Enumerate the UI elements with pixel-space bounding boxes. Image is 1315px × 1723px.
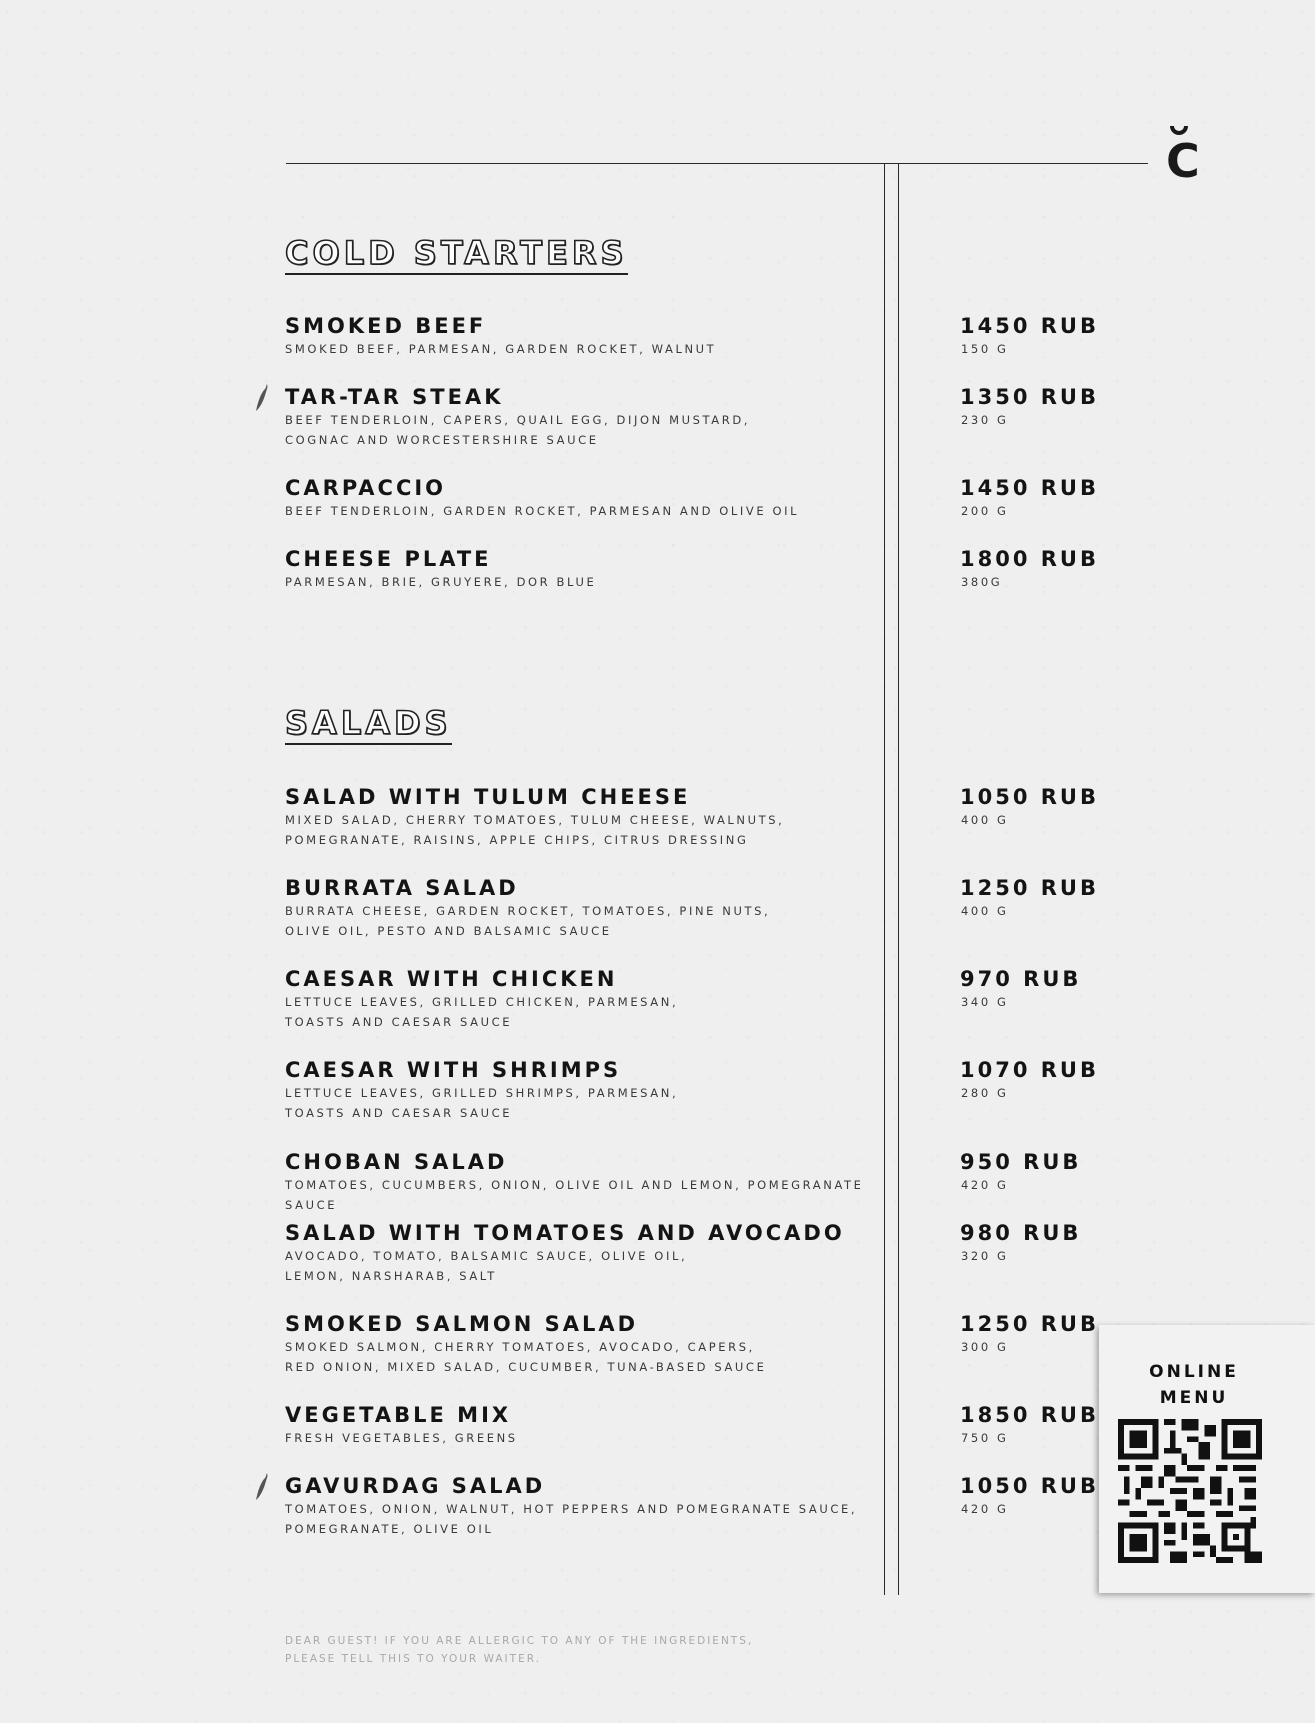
menu-item-price: 1250 RUB — [960, 876, 1099, 900]
menu-item-weight: 280 G — [961, 1086, 1009, 1100]
menu-item-description: LETTUCE LEAVES, GRILLED SHRIMPS, PARMESAN, TOASTS AND CAESAR SAUCE — [285, 1086, 679, 1120]
chili-pepper-icon — [255, 383, 271, 413]
menu-item-price: 1850 RUB — [960, 1403, 1099, 1427]
menu-item-description: SMOKED BEEF, PARMESAN, GARDEN ROCKET, WALNUT — [285, 342, 717, 356]
chili-pepper-icon — [255, 1472, 271, 1502]
menu-item-weight: 400 G — [961, 904, 1009, 918]
menu-item-price: 1250 RUB — [960, 1312, 1099, 1336]
menu-item-name: SMOKED BEEF — [285, 314, 487, 338]
menu-item-price: 1050 RUB — [960, 1474, 1099, 1498]
menu-item-weight: 150 G — [961, 342, 1009, 356]
menu-item-name: BURRATA SALAD — [285, 876, 519, 900]
online-menu-title: ONLINE MENU — [1149, 1362, 1239, 1408]
menu-item-description: PARMESAN, BRIE, GRUYERE, DOR BLUE — [285, 575, 597, 589]
menu-item-price: 1350 RUB — [960, 385, 1099, 409]
menu-item-description: FRESH VEGETABLES, GREENS — [285, 1431, 518, 1445]
menu-item-description: LETTUCE LEAVES, GRILLED CHICKEN, PARMESAN, TOASTS AND CAESAR SAUCE — [285, 995, 679, 1029]
section-title-salads: SALADS — [285, 706, 452, 745]
menu-item-weight: 320 G — [961, 1249, 1009, 1263]
menu-item-name: GAVURDAG SALAD — [285, 1474, 546, 1498]
menu-item-weight: 420 G — [961, 1502, 1009, 1516]
online-menu-card[interactable] — [1099, 1325, 1315, 1593]
menu-item-description: BEEF TENDERLOIN, CAPERS, QUAIL EGG, DIJON MUSTARD, COGNAC AND WORCESTERSHIRE SAUCE — [285, 413, 751, 447]
menu-item-price: 1050 RUB — [960, 785, 1099, 809]
menu-item-name: VEGETABLE MIX — [285, 1403, 512, 1427]
menu-item-name: SALAD WITH TOMATOES AND AVOCADO — [285, 1221, 845, 1245]
menu-item-price: 970 RUB — [960, 967, 1082, 991]
menu-item-name: SALAD WITH TULUM CHEESE — [285, 785, 691, 809]
menu-item-price: 950 RUB — [960, 1150, 1082, 1174]
menu-item-weight: 230 G — [961, 413, 1009, 427]
menu-item-weight: 400 G — [961, 813, 1009, 827]
menu-item-description: TOMATOES, ONION, WALNUT, HOT PEPPERS AND POMEGRANATE SAUCE, POMEGRANATE, OLIVE OIL — [285, 1502, 858, 1536]
menu-item-price: 1450 RUB — [960, 476, 1099, 500]
top-divider — [286, 163, 1148, 164]
menu-item-description: BEEF TENDERLOIN, GARDEN ROCKET, PARMESAN AND OLIVE OIL — [285, 504, 800, 518]
menu-item-description: BURRATA CHEESE, GARDEN ROCKET, TOMATOES, PINE NUTS, OLIVE OIL, PESTO AND BALSAMIC SAUCE — [285, 904, 771, 938]
menu-item-name: CHEESE PLATE — [285, 547, 492, 571]
menu-item-description: SMOKED SALMON, CHERRY TOMATOES, AVOCADO, CAPERS, RED ONION, MIXED SALAD, CUCUMBER, TUNA-BASED SAUCE — [285, 1340, 767, 1374]
section-title-cold-starters: COLD STARTERS — [285, 236, 628, 275]
menu-item-weight: 200 G — [961, 504, 1009, 518]
menu-item-name: CHOBAN SALAD — [285, 1150, 508, 1174]
allergy-note: DEAR GUEST! IF YOU ARE ALLERGIC TO ANY OF THE INGREDIENTS, PLEASE TELL THIS TO YOUR WAITER. — [285, 1635, 754, 1665]
menu-item-weight: 300 G — [961, 1340, 1009, 1354]
menu-item-weight: 750 G — [961, 1431, 1009, 1445]
qr-code-icon[interactable] — [1118, 1419, 1262, 1563]
menu-item-name: CAESAR WITH CHICKEN — [285, 967, 618, 991]
menu-item-price: 1070 RUB — [960, 1058, 1099, 1082]
menu-item-description: TOMATOES, CUCUMBERS, ONION, OLIVE OIL AND LEMON, POMEGRANATE SAUCE — [285, 1178, 864, 1212]
menu-item-price: 980 RUB — [960, 1221, 1082, 1245]
menu-item-name: SMOKED SALMON SALAD — [285, 1312, 639, 1336]
menu-item-weight: 380G — [961, 575, 1003, 589]
menu-item-weight: 420 G — [961, 1178, 1009, 1192]
menu-item-weight: 340 G — [961, 995, 1009, 1009]
brand-logo: C — [1166, 124, 1194, 188]
menu-item-name: CARPACCIO — [285, 476, 447, 500]
menu-item-name: CAESAR WITH SHRIMPS — [285, 1058, 622, 1082]
menu-item-description: AVOCADO, TOMATO, BALSAMIC SAUCE, OLIVE OIL, LEMON, NARSHARAB, SALT — [285, 1249, 688, 1283]
menu-item-price: 1450 RUB — [960, 314, 1099, 338]
menu-item-description: MIXED SALAD, CHERRY TOMATOES, TULUM CHEESE, WALNUTS, POMEGRANATE, RAISINS, APPLE CHIPS, CITRUS DRESSING — [285, 813, 785, 847]
menu-item-name: TAR-TAR STEAK — [285, 385, 504, 409]
column-divider-left — [884, 163, 885, 1595]
menu-item-price: 1800 RUB — [960, 547, 1099, 571]
column-divider-right — [898, 163, 899, 1595]
